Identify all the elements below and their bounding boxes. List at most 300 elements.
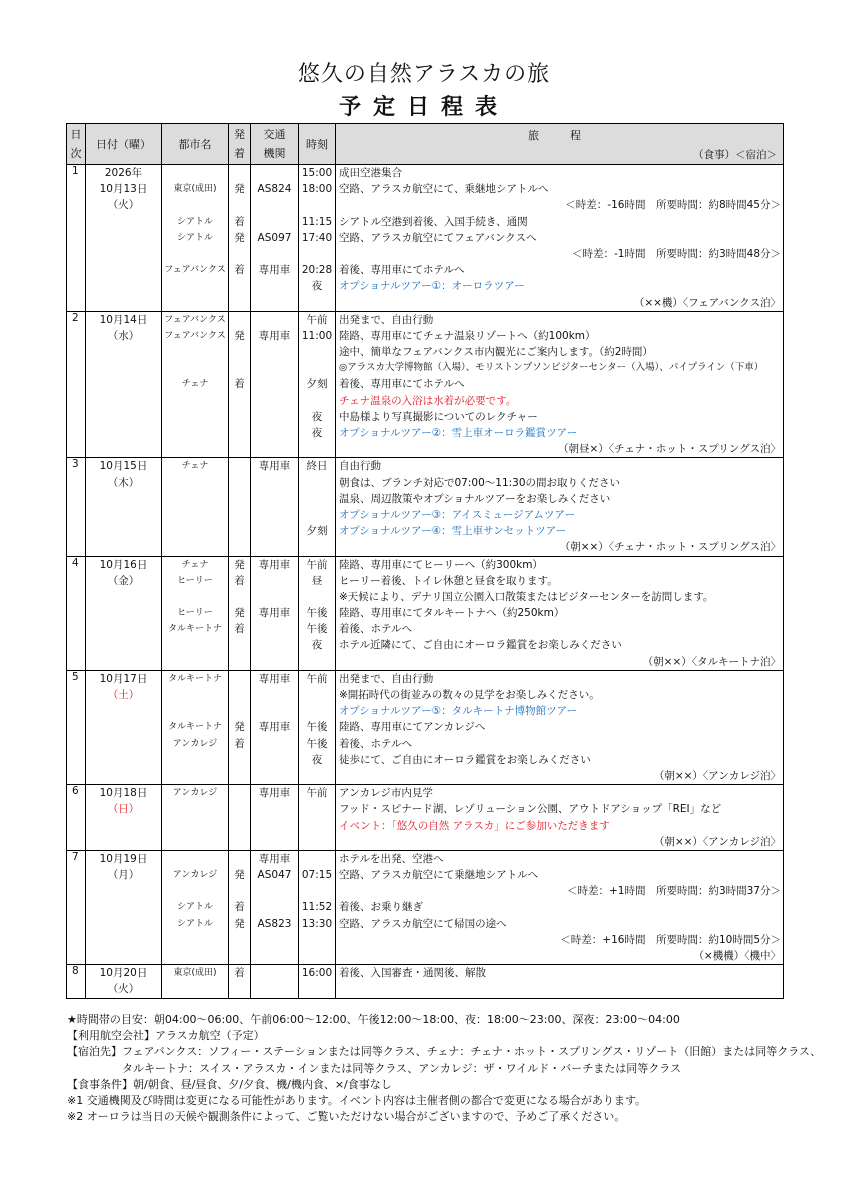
day-row <box>67 165 784 312</box>
city-line: アンカレジ <box>172 738 218 749</box>
time-line <box>299 197 335 213</box>
time-line: 15:00 <box>301 167 333 179</box>
notes-section <box>67 1012 822 1125</box>
itinerary-line: 空路、アラスカ航空にて乗継地シアトルへ <box>339 869 539 882</box>
depart-arrive-line <box>229 589 250 605</box>
itinerary-line: （朝××）〈アンカレジ泊〉 <box>653 835 781 848</box>
day-date-line: （金） <box>107 574 140 587</box>
itinerary-line: （朝××）〈チェナ・ホット・スプリングス泊〉 <box>559 541 781 554</box>
itinerary-line: 着後、お乗り継ぎ <box>339 901 423 914</box>
itinerary-cell <box>336 965 784 998</box>
depart-arrive-line <box>229 491 250 507</box>
day-number: 8 <box>67 965 86 998</box>
city-line <box>162 409 228 425</box>
header-day: 日 次 <box>67 124 86 165</box>
time-line: 夜 <box>311 753 323 766</box>
depart-arrive-line: 着 <box>234 737 245 750</box>
depart-arrive-line <box>229 883 250 899</box>
itinerary-line: 成田空港集合 <box>339 167 402 179</box>
day-number: 6 <box>67 785 86 851</box>
itinerary-line: ＜時差：+16時間 所要時間：約10時間5分＞ <box>560 933 781 946</box>
day-date-line: （月） <box>107 869 140 882</box>
transport-line: AS097 <box>257 231 292 244</box>
depart-arrive-line <box>229 475 250 491</box>
day-row <box>67 785 784 851</box>
itinerary-line: 着後、ホテルへ <box>339 737 412 750</box>
transport-line <box>251 768 298 784</box>
city-line: チェナ <box>181 379 209 390</box>
city-line: チェナ <box>181 559 209 570</box>
city-line <box>162 246 228 262</box>
time-line <box>299 475 335 491</box>
city-line <box>162 523 228 539</box>
note-time-guide: ★時間帯の目安：朝04:00～06:00、午前06:00～12:00、午後12:00～18:00、夜：18:00～23:00、深夜：23:00～04:00 <box>67 1013 680 1026</box>
city-line <box>162 425 228 441</box>
itinerary-cell <box>336 850 784 964</box>
day-date-cell <box>86 965 162 998</box>
city-line: ヒーリー <box>177 575 213 586</box>
city-line <box>162 883 228 899</box>
city-line: アンカレジ <box>172 870 218 881</box>
itinerary-line: 着後、専用車にてホテルへ <box>339 378 465 391</box>
city-line <box>162 393 228 409</box>
note-hotels: 【宿泊先】フェアバンクス：ソフィー・ステーションまたは同等クラス、チェナ：チェナ・ホット・スプリングス・リゾート（旧館）または同等クラス、 <box>67 1045 822 1059</box>
time-line: 07:15 <box>301 869 333 882</box>
itinerary-cell <box>336 556 784 670</box>
depart-arrive-line <box>229 818 250 834</box>
city-cell <box>162 965 229 998</box>
time-cell <box>299 850 336 964</box>
depart-arrive-line <box>229 507 250 523</box>
itinerary-line: 着後、入国審査・通関後、解散 <box>339 967 486 980</box>
depart-arrive-line: 着 <box>234 215 245 228</box>
depart-arrive-line: 着 <box>234 901 245 914</box>
city-line: シアトル <box>176 216 213 227</box>
depart-arrive-cell <box>229 311 251 458</box>
transport-line <box>251 523 298 539</box>
city-line <box>162 818 228 834</box>
itinerary-line: 途中、簡単なフェアバンクス市内観光にご案内します。（約2時間） <box>339 346 653 359</box>
header-depart-arrive: 発 着 <box>229 124 251 165</box>
time-line <box>299 883 335 899</box>
city-line: フェアバンクス <box>164 330 226 341</box>
transport-line <box>251 573 298 589</box>
time-line: 昼 <box>311 574 323 587</box>
depart-arrive-line <box>229 425 250 441</box>
itinerary-line: （朝昼×）〈チェナ・ホット・スプリングス泊〉 <box>558 443 781 456</box>
day-date-line: 10月16日 <box>99 558 148 571</box>
itinerary-line: （朝××）〈アンカレジ泊〉 <box>653 769 781 782</box>
time-line <box>299 818 335 834</box>
city-line <box>162 165 228 181</box>
depart-arrive-line <box>229 703 250 719</box>
transport-line <box>251 312 298 328</box>
city-line <box>162 491 228 507</box>
depart-arrive-line: 発 <box>234 183 245 196</box>
city-line: フェアバンクス <box>164 314 226 325</box>
itinerary-line: ※天候により、デナリ国立公園入口散策またはビジターセンターを訪問します。 <box>339 590 714 603</box>
depart-arrive-line <box>229 344 250 360</box>
itinerary-line: 着後、ホテルへ <box>339 623 412 636</box>
city-cell <box>162 670 229 784</box>
transport-cell <box>251 850 299 964</box>
header-itinerary: 旅 程 （食事）＜宿泊＞ <box>336 124 784 165</box>
depart-arrive-cell <box>229 458 251 556</box>
day-date-cell <box>86 785 162 851</box>
time-line: 夜 <box>311 639 323 652</box>
page-title: 悠久の自然アラスカの旅 <box>297 62 551 87</box>
transport-line <box>251 165 298 181</box>
day-date-line: 10月19日 <box>99 852 148 865</box>
itinerary-cell <box>336 311 784 458</box>
itinerary-line: オプショナルツアー②：雪上車オーロラ鑑賞ツアー <box>339 427 578 439</box>
transport-line: 専用車 <box>258 558 291 571</box>
transport-line <box>251 932 298 948</box>
day-row <box>67 311 784 458</box>
note-aurora: ※2 オーロラは当日の天候や観測条件によって、ご覧いただけない場合がございますので、予めご了承ください。 <box>67 1110 626 1124</box>
day-date-line: （日） <box>107 803 140 816</box>
day-row <box>67 965 784 998</box>
itinerary-line: アンカレジ市内見学 <box>339 787 433 800</box>
depart-arrive-line: 発 <box>234 329 245 342</box>
city-line <box>162 441 228 457</box>
city-line: チェナ <box>181 461 209 472</box>
transport-line: 専用車 <box>258 329 291 342</box>
time-line <box>299 589 335 605</box>
transport-line <box>251 899 298 915</box>
depart-arrive-line <box>229 932 250 948</box>
itinerary-line: 陸路、専用車にてタルキートナへ（約250km） <box>339 607 565 620</box>
transport-line: AS824 <box>257 183 292 196</box>
time-line: 13:30 <box>301 917 333 930</box>
transport-line <box>251 801 298 817</box>
depart-arrive-line <box>229 278 250 294</box>
transport-cell <box>251 670 299 784</box>
itinerary-line: 自由行動 <box>339 460 381 473</box>
time-line: 夜 <box>311 427 323 439</box>
itinerary-line: 温泉、周辺散策やオプショナルツアーをお楽しみください <box>339 492 611 505</box>
depart-arrive-line <box>229 851 250 867</box>
transport-line: 専用車 <box>258 460 291 473</box>
city-line <box>162 295 228 311</box>
city-line <box>162 752 228 768</box>
itinerary-cell <box>336 785 784 851</box>
time-line: 終日 <box>306 460 328 473</box>
itinerary-line: オプショナルツアー④：雪上車サンセットツアー <box>339 525 567 538</box>
itinerary-line: ※開拓時代の街並みの数々の見学をお楽しみください。 <box>339 689 600 701</box>
time-line: 夕刻 <box>306 378 328 391</box>
depart-arrive-line <box>229 523 250 539</box>
itinerary-line: ＜時差：-1時間 所要時間：約3時間48分＞ <box>571 247 781 260</box>
transport-line <box>251 654 298 670</box>
depart-arrive-line <box>229 246 250 262</box>
day-number: 3 <box>67 458 86 556</box>
time-line <box>299 393 335 409</box>
city-line <box>162 589 228 605</box>
depart-arrive-line: 着 <box>234 264 245 277</box>
time-line <box>299 687 335 703</box>
city-cell <box>162 165 229 312</box>
city-cell <box>162 458 229 556</box>
day-number: 7 <box>67 850 86 964</box>
depart-arrive-line: 発 <box>234 607 245 620</box>
day-row <box>67 458 784 556</box>
depart-arrive-cell <box>229 785 251 851</box>
transport-line <box>251 981 298 997</box>
day-date-line: 10月18日 <box>99 787 148 800</box>
transport-line <box>251 703 298 719</box>
transport-line: 専用車 <box>258 672 291 685</box>
header-time: 時刻 <box>299 124 336 165</box>
depart-arrive-line <box>229 752 250 768</box>
transport-line <box>251 637 298 653</box>
time-cell <box>299 556 336 670</box>
transport-line <box>251 409 298 425</box>
depart-arrive-line: 着 <box>234 623 245 636</box>
city-line <box>162 801 228 817</box>
city-line: フェアバンクス <box>164 265 226 276</box>
city-line <box>162 197 228 213</box>
day-number: 1 <box>67 165 86 312</box>
depart-arrive-line <box>229 785 250 801</box>
itinerary-line: ホテルを出発、空港へ <box>339 852 444 865</box>
itinerary-line: （×機機）〈機中〉 <box>693 950 781 962</box>
transport-line <box>251 491 298 507</box>
city-line <box>162 637 228 653</box>
time-line: 午前 <box>306 672 328 685</box>
depart-arrive-line: 着 <box>234 574 245 587</box>
itinerary-line: フッド・スピナード湖、レゾリューション公園、アウトドアショップ「REI」など <box>339 803 722 816</box>
city-line: 東京(成田) <box>173 184 217 195</box>
city-line <box>162 851 228 867</box>
day-row <box>67 670 784 784</box>
itinerary-line: （朝××）〈タルキートナ泊〉 <box>642 655 781 668</box>
transport-line <box>251 475 298 491</box>
city-line <box>162 475 228 491</box>
time-line: 午前 <box>306 787 328 800</box>
depart-arrive-cell <box>229 165 251 312</box>
time-line: 夕刻 <box>306 525 328 538</box>
time-line: 17:40 <box>301 231 333 244</box>
day-date-line: 2026年 <box>104 167 143 179</box>
depart-arrive-line: 着 <box>234 967 245 980</box>
time-line: 午後 <box>306 737 328 750</box>
day-date-cell <box>86 670 162 784</box>
time-line <box>299 932 335 948</box>
time-line <box>299 703 335 719</box>
itinerary-line: ヒーリー着後、トイレ休憩と昼食を取ります。 <box>339 574 558 587</box>
city-line <box>162 948 228 964</box>
note-hotels-cont: タルキートナ：スイス・アラスカ・インまたは同等クラス、アンカレジ：ザ・ワイルド・バーチまたは同等クラス <box>67 1061 681 1075</box>
depart-arrive-line <box>229 834 250 850</box>
city-line <box>162 344 228 360</box>
transport-line <box>251 621 298 637</box>
itinerary-line: ＜時差：-16時間 所要時間：約8時間45分＞ <box>565 199 781 212</box>
day-row <box>67 850 784 964</box>
city-line: タルキートナ <box>167 722 222 733</box>
day-date-line: 10月20日 <box>99 967 148 980</box>
transport-line <box>251 507 298 523</box>
depart-arrive-line <box>229 637 250 653</box>
transport-line <box>251 883 298 899</box>
city-cell <box>162 785 229 851</box>
time-cell <box>299 785 336 851</box>
time-cell <box>299 670 336 784</box>
city-cell <box>162 556 229 670</box>
transport-line <box>251 278 298 294</box>
itinerary-line: 出発まで、自由行動 <box>339 672 434 685</box>
depart-arrive-line: 発 <box>234 917 245 930</box>
itinerary-line: オプショナルツアー⑤：タルキートナ博物館ツアー <box>339 705 578 718</box>
depart-arrive-cell <box>229 556 251 670</box>
time-line: 午後 <box>306 623 328 636</box>
depart-arrive-line <box>229 197 250 213</box>
page-subtitle: 予定日程表 <box>338 95 509 120</box>
itinerary-line: 空路、アラスカ航空にてフェアバンクスへ <box>339 231 537 244</box>
transport-line <box>251 589 298 605</box>
transport-cell <box>251 556 299 670</box>
depart-arrive-cell <box>229 850 251 964</box>
time-line: 16:00 <box>301 967 333 980</box>
time-line <box>299 344 335 360</box>
time-line <box>299 801 335 817</box>
day-date-line: （火） <box>107 983 140 996</box>
depart-arrive-line: 発 <box>234 231 245 244</box>
transport-line: AS823 <box>257 917 292 930</box>
day-date-line: 10月15日 <box>99 460 148 473</box>
itinerary-line: ホテル近隣にて、ご自由にオーロラ鑑賞をお楽しみください <box>339 639 622 652</box>
day-date-line: （木） <box>107 476 140 489</box>
transport-line <box>251 818 298 834</box>
city-line <box>162 932 228 948</box>
time-line: 午前 <box>306 313 328 326</box>
itinerary-line: 中島様より写真撮影についてのレクチャー <box>339 410 538 423</box>
header-transport: 交通 機関 <box>251 124 299 165</box>
depart-arrive-line: 発 <box>234 721 245 734</box>
time-line <box>299 539 335 555</box>
itinerary-line: チェナ温泉の入浴は水着が必要です。 <box>339 394 517 407</box>
itinerary-line: ＜時差：+1時間 所要時間：約3時間37分＞ <box>566 885 781 898</box>
depart-arrive-line <box>229 295 250 311</box>
depart-arrive-line <box>229 393 250 409</box>
time-cell <box>299 458 336 556</box>
day-date-line: （火） <box>107 199 140 212</box>
time-line: 午後 <box>306 607 328 620</box>
itinerary-cell <box>336 670 784 784</box>
note-airline: 【利用航空会社】アラスカ航空（予定） <box>67 1029 265 1043</box>
time-line <box>299 360 335 376</box>
city-line: ヒーリー <box>177 608 213 619</box>
table-header-row <box>67 124 784 165</box>
depart-arrive-line <box>229 458 250 474</box>
day-date-cell <box>86 165 162 312</box>
city-line: 東京(成田) <box>173 968 217 979</box>
itinerary-line: シアトル空港到着後、入国手続き、通関 <box>339 215 528 228</box>
depart-arrive-line <box>229 948 250 964</box>
city-line <box>162 703 228 719</box>
transport-line: 専用車 <box>258 852 291 865</box>
transport-cell <box>251 458 299 556</box>
time-cell <box>299 965 336 998</box>
day-row <box>67 556 784 670</box>
city-line: シアトル <box>176 232 213 243</box>
time-line <box>299 507 335 523</box>
depart-arrive-line <box>229 409 250 425</box>
transport-line <box>251 752 298 768</box>
itinerary-line: 陸路、専用車にてヒーリーへ（約300km） <box>339 558 543 571</box>
depart-arrive-line <box>229 360 250 376</box>
depart-arrive-line <box>229 801 250 817</box>
itinerary-line: 出発まで、自由行動 <box>339 313 434 326</box>
depart-arrive-line: 発 <box>234 869 245 882</box>
transport-cell <box>251 965 299 998</box>
time-cell <box>299 165 336 312</box>
time-line: 夜 <box>311 410 323 423</box>
itinerary-line: 空路、アラスカ航空にて、乗継地シアトルへ <box>339 183 549 196</box>
time-line <box>299 981 335 997</box>
day-number: 4 <box>67 556 86 670</box>
day-number: 2 <box>67 311 86 458</box>
depart-arrive-line: 着 <box>234 378 245 391</box>
day-number: 5 <box>67 670 86 784</box>
city-line <box>162 507 228 523</box>
time-line: 午後 <box>306 721 328 734</box>
time-line <box>299 295 335 311</box>
depart-arrive-cell <box>229 965 251 998</box>
header-date: 日付（曜） <box>86 124 162 165</box>
itinerary-line: ◎アラスカ大学博物館（入場）、モリストンプソンビジターセンター（入場）、パイプライン（下車） <box>339 362 764 374</box>
city-line: シアトル <box>176 902 213 913</box>
time-line: 20:28 <box>301 264 333 277</box>
city-cell <box>162 311 229 458</box>
transport-line <box>251 965 298 981</box>
transport-line <box>251 539 298 555</box>
city-cell <box>162 850 229 964</box>
depart-arrive-line <box>229 981 250 997</box>
transport-cell <box>251 785 299 851</box>
time-line <box>299 851 335 867</box>
time-line <box>299 834 335 850</box>
transport-line <box>251 687 298 703</box>
depart-arrive-cell <box>229 670 251 784</box>
day-date-line: 10月13日 <box>99 183 148 196</box>
day-date-line: 10月17日 <box>99 672 148 685</box>
depart-arrive-line <box>229 441 250 457</box>
transport-line: 専用車 <box>258 721 291 734</box>
itinerary-line: 陸路、専用車にてアンカレジへ <box>339 721 486 734</box>
day-date-cell <box>86 850 162 964</box>
city-line: タルキートナ <box>167 673 222 684</box>
time-line: 18:00 <box>301 183 333 196</box>
depart-arrive-line <box>229 671 250 687</box>
time-line <box>299 654 335 670</box>
transport-line <box>251 295 298 311</box>
itinerary-line: オプショナルツアー①：オーロラツアー <box>339 280 525 293</box>
depart-arrive-line <box>229 654 250 670</box>
schedule-table <box>66 123 784 999</box>
city-line <box>162 834 228 850</box>
itinerary-line: 陸路、専用車にてチェナ温泉リゾートへ（約100km） <box>339 329 596 342</box>
time-line: 夜 <box>311 280 323 293</box>
transport-line: 専用車 <box>258 264 291 277</box>
depart-arrive-line <box>229 312 250 328</box>
city-line <box>162 278 228 294</box>
transport-line <box>251 344 298 360</box>
transport-line <box>251 197 298 213</box>
transport-cell <box>251 311 299 458</box>
time-line <box>299 441 335 457</box>
time-line <box>299 948 335 964</box>
